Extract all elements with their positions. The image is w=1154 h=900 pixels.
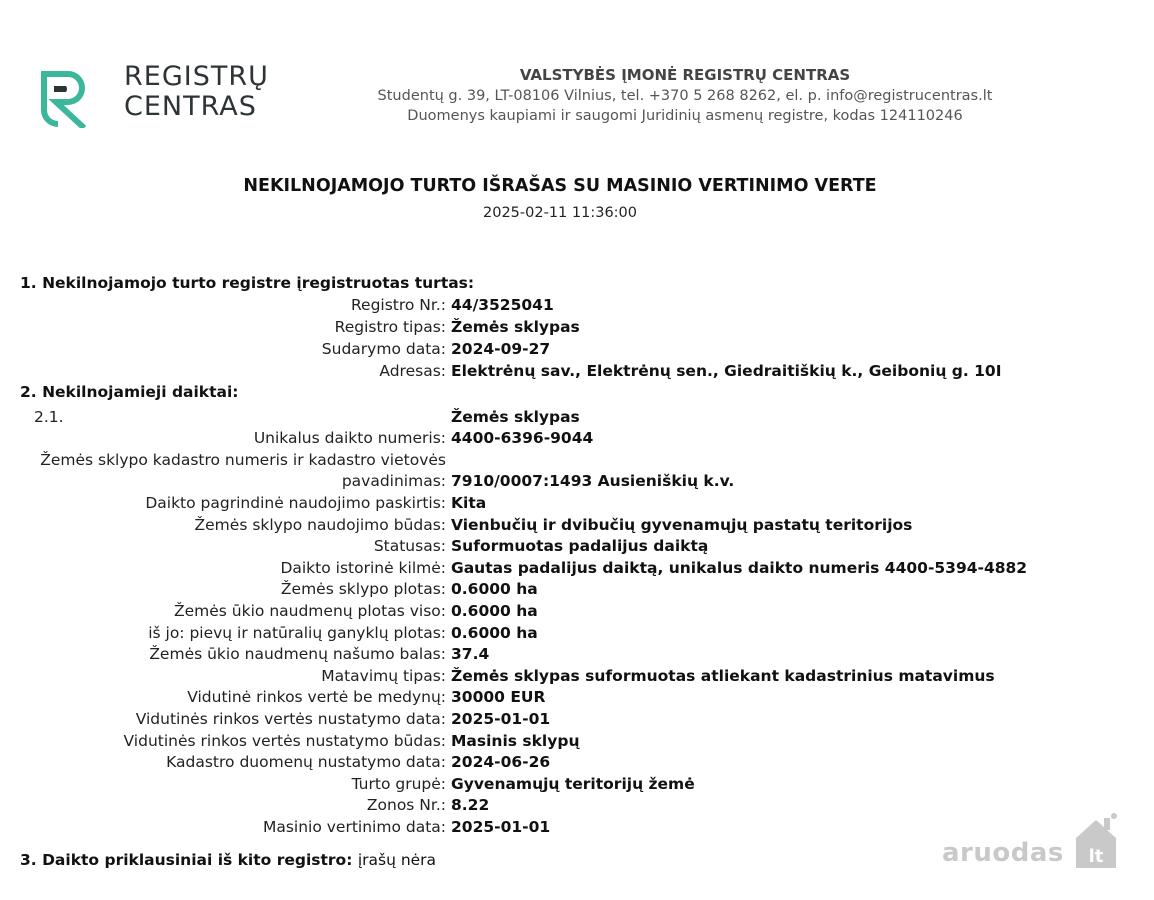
field-label: Žemės ūkio naudmenų plotas viso: [174,602,446,620]
field-value: Gyvenamųjų teritorijų žemė [451,774,695,793]
field-label: Daikto pagrindinė naudojimo paskirtis: [145,494,446,512]
field-label: pavadinimas: [341,472,446,490]
field-label: Kadastro duomenų nustatymo data: [166,753,446,772]
field-row [0,427,1154,449]
section-1-heading: 1. Nekilnojamojo turto registre įregistruotas turtas: [20,274,475,292]
field-value: 8.22 [451,796,490,815]
item-header-row [0,406,1154,428]
field-value: 44/3525041 [451,296,554,314]
logo-mark-icon [38,66,90,128]
document-title: NEKILNOJAMOJO TURTO IŠRAŠAS SU MASINIO VERTINIMO VERTE [243,176,877,196]
organization-address: Studentų g. 39, LT-08106 Vilnius, tel. +370 5 268 8262, el. p. info@registrucentras.lt [377,88,993,104]
logo-line-2: CENTRAS [124,91,257,122]
field-row [0,316,1154,338]
field-value: 2024-09-27 [451,340,551,358]
field-value: Žemės sklypas [451,318,580,336]
field-value: 0.6000 ha [451,580,538,599]
field-label: Masinio vertinimo data: [262,818,446,836]
field-label: Vidutinės rinkos vertės nustatymo data: [135,710,446,728]
field-row [0,578,1154,600]
house-icon [1072,812,1120,870]
field-value: 2025-01-01 [451,818,551,836]
field-label: Statusas: [373,537,446,556]
document-date: 2025-02-11 11:36:00 [483,205,637,221]
field-value: Kita [451,494,487,512]
field-value: 7910/0007:1493 Ausieniškių k.v. [451,472,735,490]
field-row [0,730,1154,752]
logo-wordmark [124,62,269,122]
field-value: Suformuotas padalijus daiktą [451,537,709,556]
field-label: Žemės sklypo naudojimo būdas: [194,515,446,534]
field-label: Matavimų tipas: [321,666,446,685]
field-value: Masinis sklypų [451,731,580,750]
watermark-text: aruodas [942,838,1064,868]
field-label: Vidutinės rinkos vertės nustatymo būdas: [123,731,446,750]
field-value: 2025-01-01 [451,710,551,728]
field-row [0,557,1154,579]
field-label: iš jo: pievų ir natūralių ganyklų plotas: [148,623,446,642]
field-label: Turto grupė: [351,774,446,793]
field-row [0,294,1154,316]
field-value: Žemės sklypas suformuotas atliekant kadastrinius matavimus [451,666,995,685]
section-3-title: 3. Daikto priklausiniai iš kito registro: [20,851,353,869]
field-value: 2024-06-26 [451,753,551,772]
field-row [0,773,1154,795]
organization-header [330,64,1040,126]
field-label: Žemės sklypo plotas: [280,580,446,599]
field-value: 30000 EUR [451,688,546,707]
item-type: Žemės sklypas [451,408,580,426]
section-3-value: įrašų nėra [357,851,437,869]
registru-centras-logo [38,61,269,132]
field-row [0,360,1154,382]
field-row [0,686,1154,708]
field-value: Elektrėnų sav., Elektrėnų sen., Giedraitiškių k., Geibonių g. 10I [451,362,1002,380]
section-2-heading: 2. Nekilnojamieji daiktai: [20,383,239,401]
field-row [0,338,1154,360]
field-label: Unikalus daikto numeris: [253,429,446,447]
section-3-heading [20,851,436,869]
field-label: Žemės sklypo kadastro numeris ir kadastro vietovės [40,451,446,469]
field-row [0,449,1154,471]
field-value: Vienbučių ir dvibučių gyvenamųjų pastatų teritorijos [451,515,913,534]
field-label: Zonos Nr.: [366,796,446,815]
field-row [0,535,1154,557]
logo-line-1: REGISTRŲ [124,61,269,92]
field-label: Adresas: [379,362,446,380]
field-label: Registro tipas: [334,318,446,336]
aruodas-watermark [942,812,1122,872]
field-label: Žemės ūkio naudmenų našumo balas: [149,645,446,664]
field-label: Daikto istorinė kilmė: [280,558,446,577]
field-value: 0.6000 ha [451,623,538,642]
field-row [0,492,1154,514]
field-row [0,600,1154,622]
field-label: Sudarymo data: [321,340,446,358]
field-value: 37.4 [451,645,490,664]
field-value: 0.6000 ha [451,602,538,620]
watermark-suffix: lt [1088,846,1104,867]
item-number: 2.1. [34,408,64,426]
field-value: Gautas padalijus daiktą, unikalus daikto numeris 4400-5394-4882 [451,558,1028,577]
field-label: Vidutinė rinkos vertė be medynų: [187,688,446,707]
organization-registry: Duomenys kaupiami ir saugomi Juridinių asmenų registre, kodas 124110246 [407,108,963,124]
field-row [0,514,1154,536]
field-row [0,751,1154,773]
field-value: 4400-6396-9044 [451,429,594,447]
field-row [0,643,1154,665]
field-row [0,708,1154,730]
field-row [0,665,1154,687]
organization-name: VALSTYBĖS ĮMONĖ REGISTRŲ CENTRAS [519,66,851,84]
field-row [0,622,1154,644]
field-label: Registro Nr.: [350,296,446,314]
field-row [0,470,1154,492]
